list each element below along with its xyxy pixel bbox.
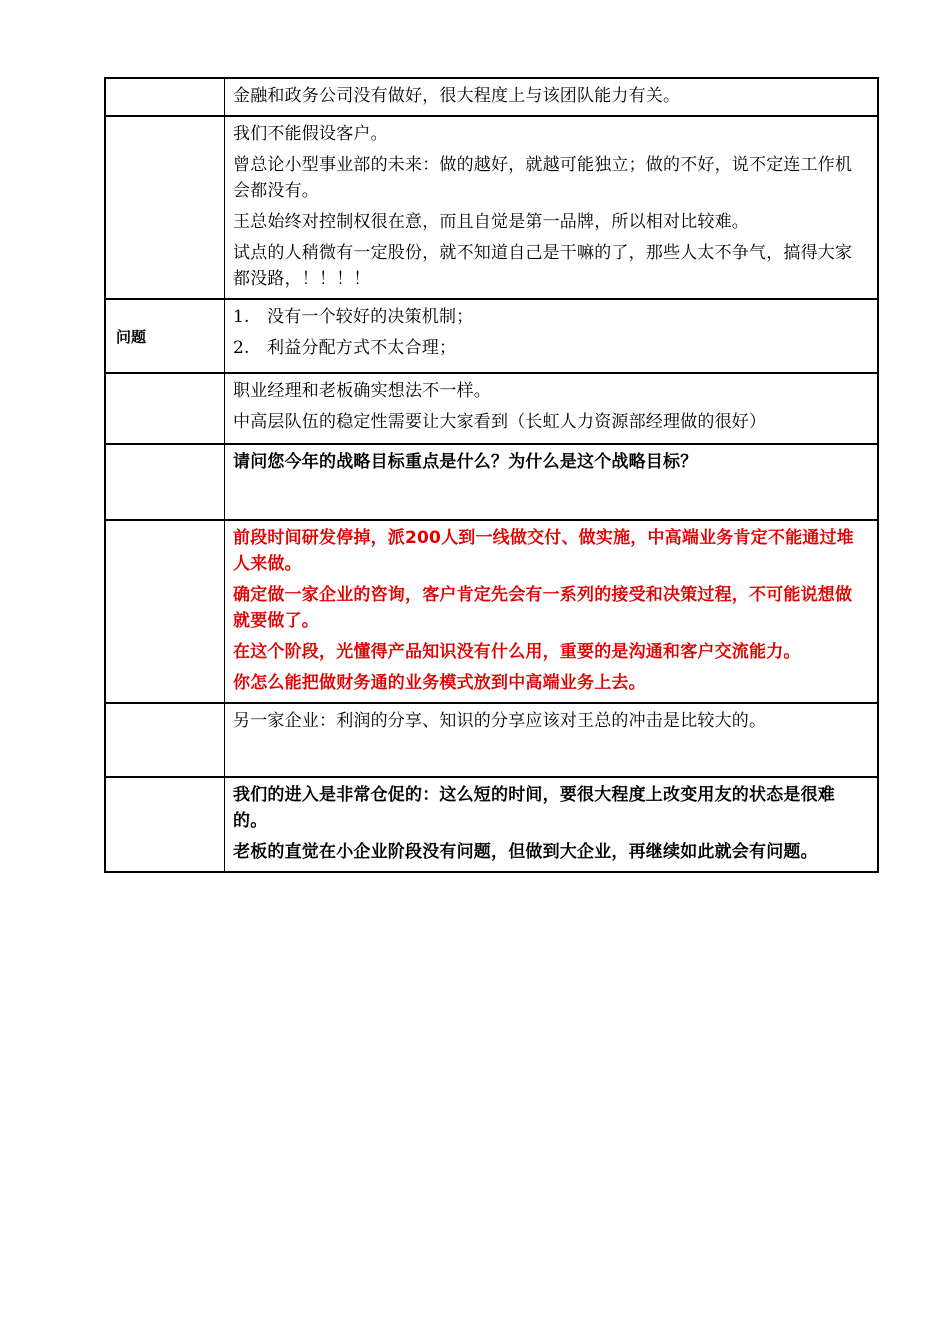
row-content — [225, 373, 879, 444]
highlighted-paragraph: 确定做一家企业的咨询，客户肯定先会有一系列的接受和决策过程，不可能说想做就要做了。 — [233, 585, 853, 631]
table-row — [105, 777, 878, 872]
bold-paragraph: 老板的直觉在小企业阶段没有问题，但做到大企业，再继续如此就会有问题。 — [233, 842, 818, 862]
item-number: 1. — [233, 307, 250, 327]
list-item — [233, 304, 869, 330]
highlighted-paragraph: 前段时间研发停掉，派200人到一线做交付、做实施，中高端业务肯定不能通过堆人来做。 — [233, 528, 854, 574]
list-item — [233, 335, 869, 361]
row-label — [105, 520, 225, 703]
paragraph: 职业经理和老板确实想法不一样。 — [233, 381, 491, 401]
row-label — [105, 703, 225, 777]
row-content — [225, 520, 879, 703]
row-content — [225, 116, 879, 299]
paragraph: 曾总论小型事业部的未来：做的越好，就越可能独立；做的不好，说不定连工作机会都没有。 — [233, 155, 853, 201]
table-row — [105, 373, 878, 444]
paragraph: 试点的人稍微有一定股份，就不知道自己是干嘛的了，那些人太不争气，搞得大家都没路，！！！！ — [233, 243, 853, 289]
table-row — [105, 78, 878, 116]
row-label-problem: 问题 — [105, 299, 225, 373]
paragraph: 王总始终对控制权很在意，而且自觉是第一品牌，所以相对比较难。 — [233, 212, 749, 232]
paragraph: 金融和政务公司没有做好，很大程度上与该团队能力有关。 — [233, 86, 681, 106]
row-label — [105, 777, 225, 872]
item-number: 2. — [233, 338, 250, 358]
row-content — [225, 777, 879, 872]
table-row — [105, 520, 878, 703]
row-label — [105, 78, 225, 116]
row-label — [105, 444, 225, 520]
item-text: 利益分配方式不太合理； — [267, 338, 457, 358]
table-row — [105, 116, 878, 299]
row-label — [105, 116, 225, 299]
paragraph: 中高层队伍的稳定性需要让大家看到（长虹人力资源部经理做的很好） — [233, 412, 767, 432]
row-content — [225, 703, 879, 777]
question-text: 请问您今年的战略目标重点是什么？为什么是这个战略目标？ — [233, 452, 698, 472]
table-row — [105, 444, 878, 520]
paragraph: 另一家企业：利润的分享、知识的分享应该对王总的冲击是比较大的。 — [233, 711, 767, 731]
highlighted-paragraph: 在这个阶段，光懂得产品知识没有什么用，重要的是沟通和客户交流能力。 — [233, 642, 801, 662]
row-content — [225, 444, 879, 520]
interview-notes-table — [104, 77, 879, 873]
row-content — [225, 78, 879, 116]
row-content — [225, 299, 879, 373]
paragraph: 我们不能假设客户。 — [233, 124, 388, 144]
highlighted-paragraph: 你怎么能把做财务通的业务模式放到中高端业务上去。 — [233, 673, 646, 693]
bold-paragraph: 我们的进入是非常仓促的：这么短的时间，要很大程度上改变用友的状态是很难的。 — [233, 785, 835, 831]
table-row — [105, 703, 878, 777]
item-text: 没有一个较好的决策机制； — [267, 307, 474, 327]
row-label — [105, 373, 225, 444]
table-row — [105, 299, 878, 373]
